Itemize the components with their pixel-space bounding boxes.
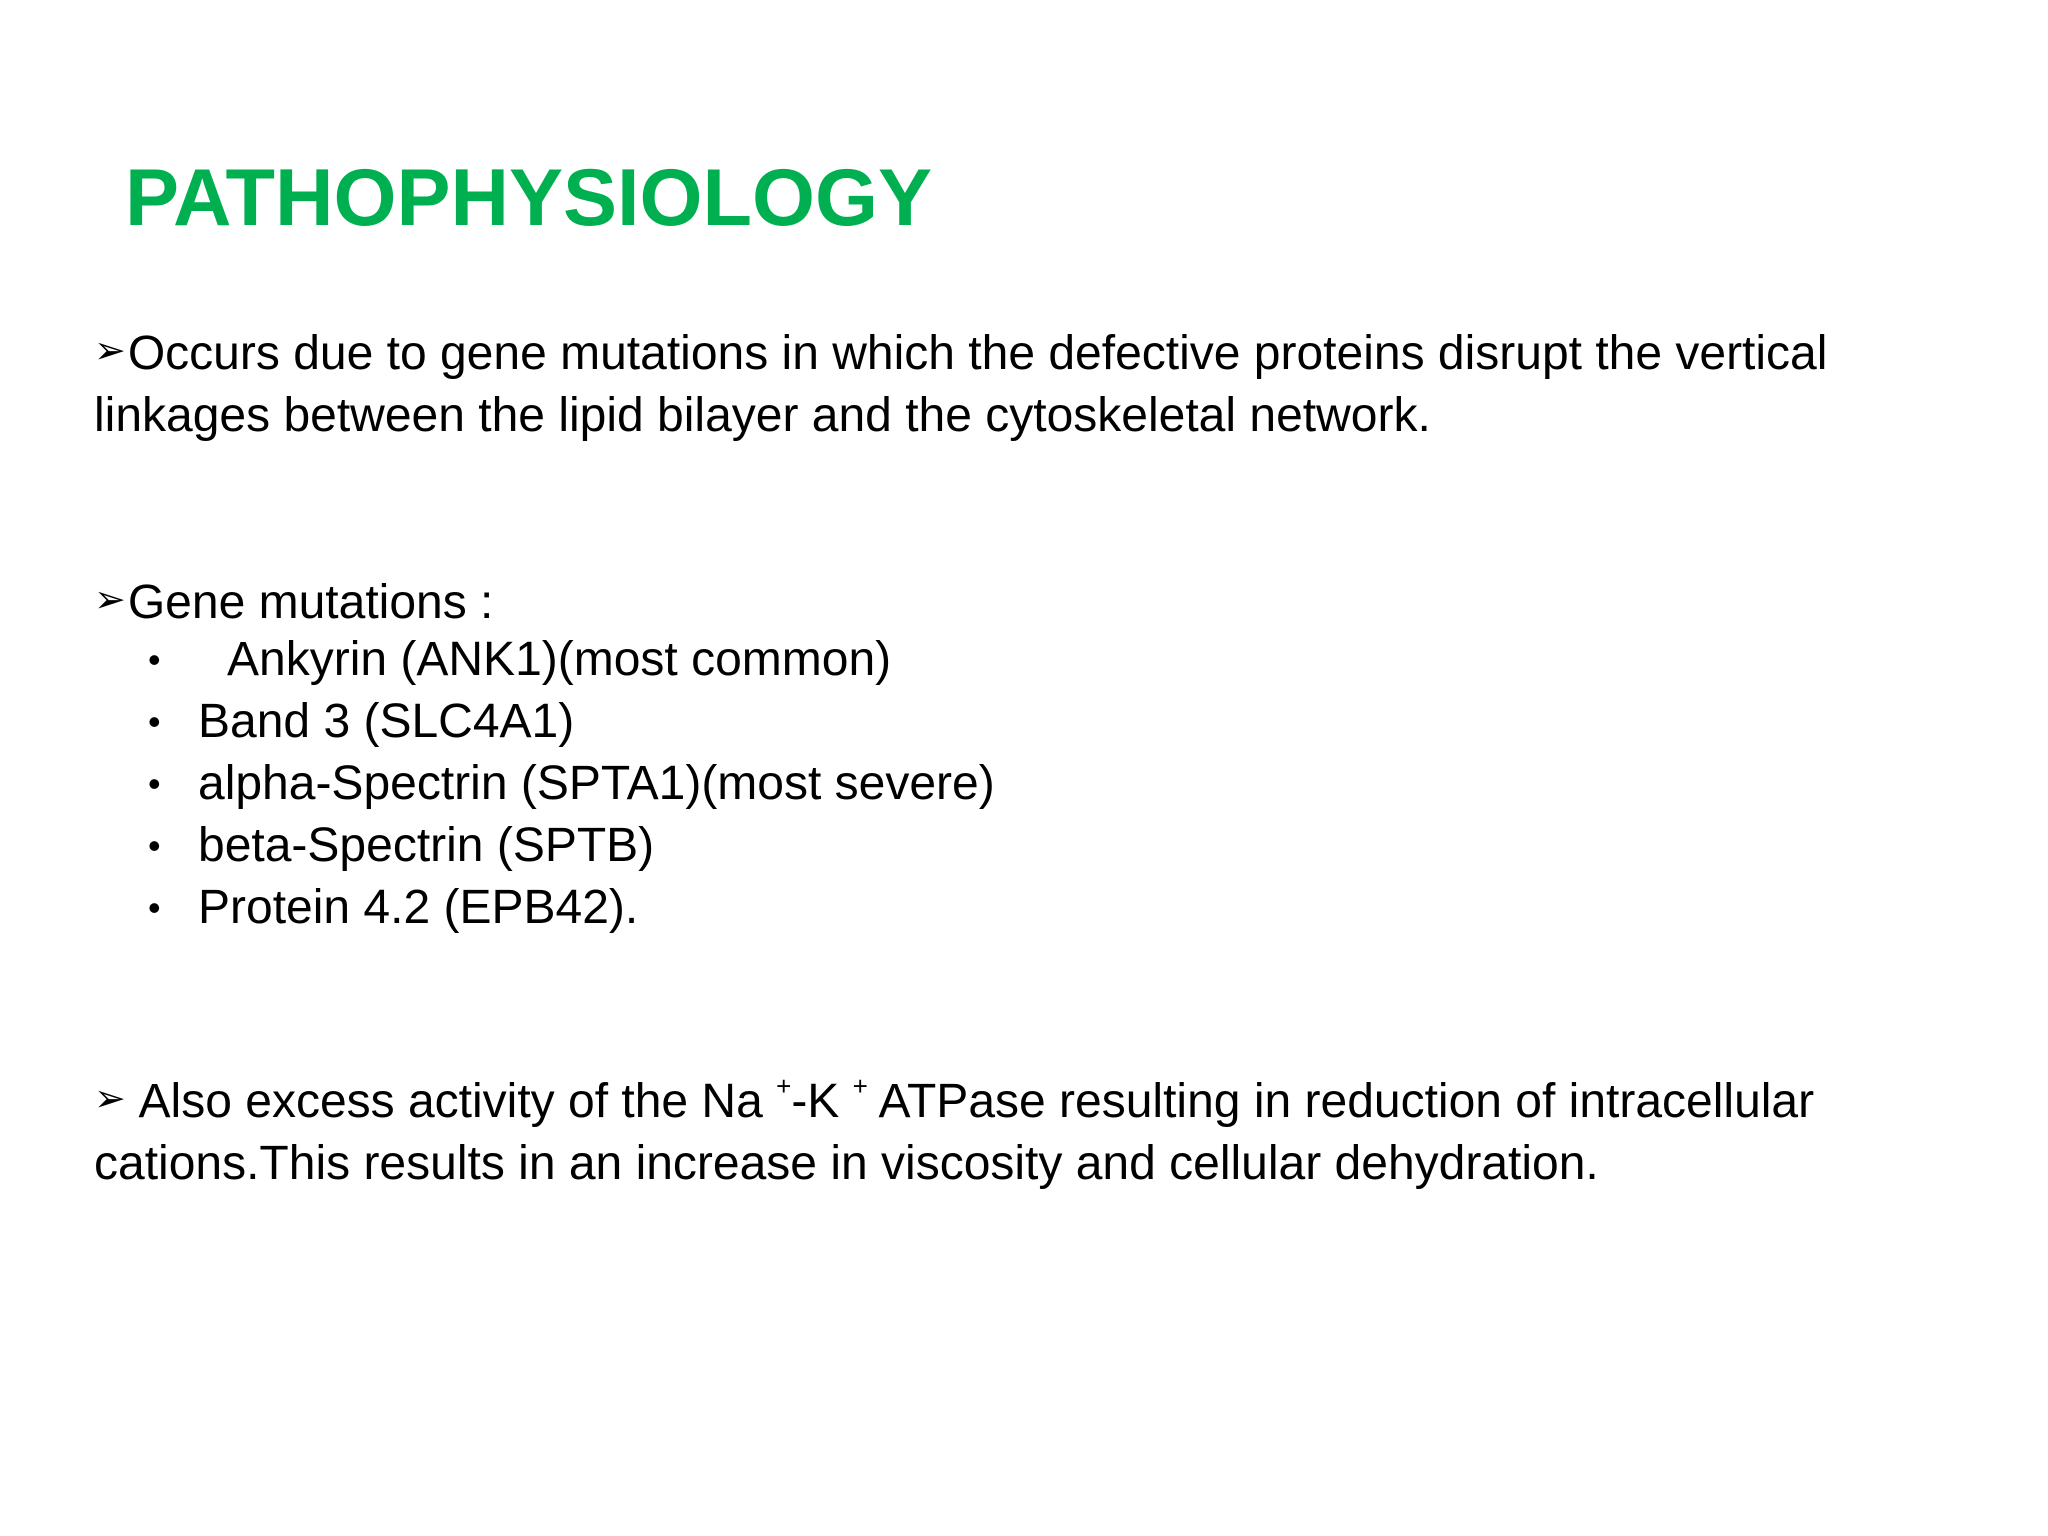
paragraph-gene-mutations-heading [94, 569, 1954, 634]
gene-text: Band 3 (SLC4A1) [198, 695, 575, 748]
gene-list [94, 629, 995, 939]
list-item [94, 877, 995, 939]
paragraph-text: Occurs due to gene mutations in which the defective proteins disrupt the vertical linkages between the lipid bilayer and the cytoskeletal network. [94, 327, 1828, 442]
gene-text: beta-Spectrin (SPTB) [198, 819, 655, 872]
paragraph-text-start: Also excess activity of the Na [138, 1075, 777, 1128]
paragraph-text-mid: -K [791, 1075, 853, 1128]
arrow-bullet-icon: ➢ [94, 579, 126, 621]
gene-text: Protein 4.2 (EPB42). [198, 881, 639, 934]
paragraph-atpase-activity [94, 1068, 1954, 1195]
bullet-dot-icon: • [148, 701, 161, 742]
bullet-dot-icon: • [148, 639, 161, 680]
list-item [94, 815, 995, 877]
gene-text: Ankyrin (ANK1)(most common) [227, 633, 892, 686]
arrow-bullet-icon: ➢ [94, 330, 126, 372]
list-item [94, 691, 995, 753]
bullet-dot-icon: • [148, 763, 161, 804]
paragraph-gene-mutation-cause [94, 320, 1954, 447]
slide-title: PATHOPHYSIOLOGY [125, 153, 933, 243]
superscript-plus: + [776, 1071, 792, 1101]
list-item [94, 753, 995, 815]
bullet-dot-icon: • [148, 825, 161, 866]
heading-text: Gene mutations : [127, 576, 494, 629]
list-item [94, 629, 995, 691]
gene-text: alpha-Spectrin (SPTA1)(most severe) [198, 757, 995, 810]
superscript-plus: + [852, 1071, 868, 1101]
bullet-dot-icon: • [148, 887, 161, 928]
paragraph-text-end: ATPase resulting in reduction of intracellular cations.This results in an increase in viscosity and cellular dehydration. [94, 1075, 1815, 1190]
arrow-bullet-icon: ➢ [94, 1078, 126, 1120]
